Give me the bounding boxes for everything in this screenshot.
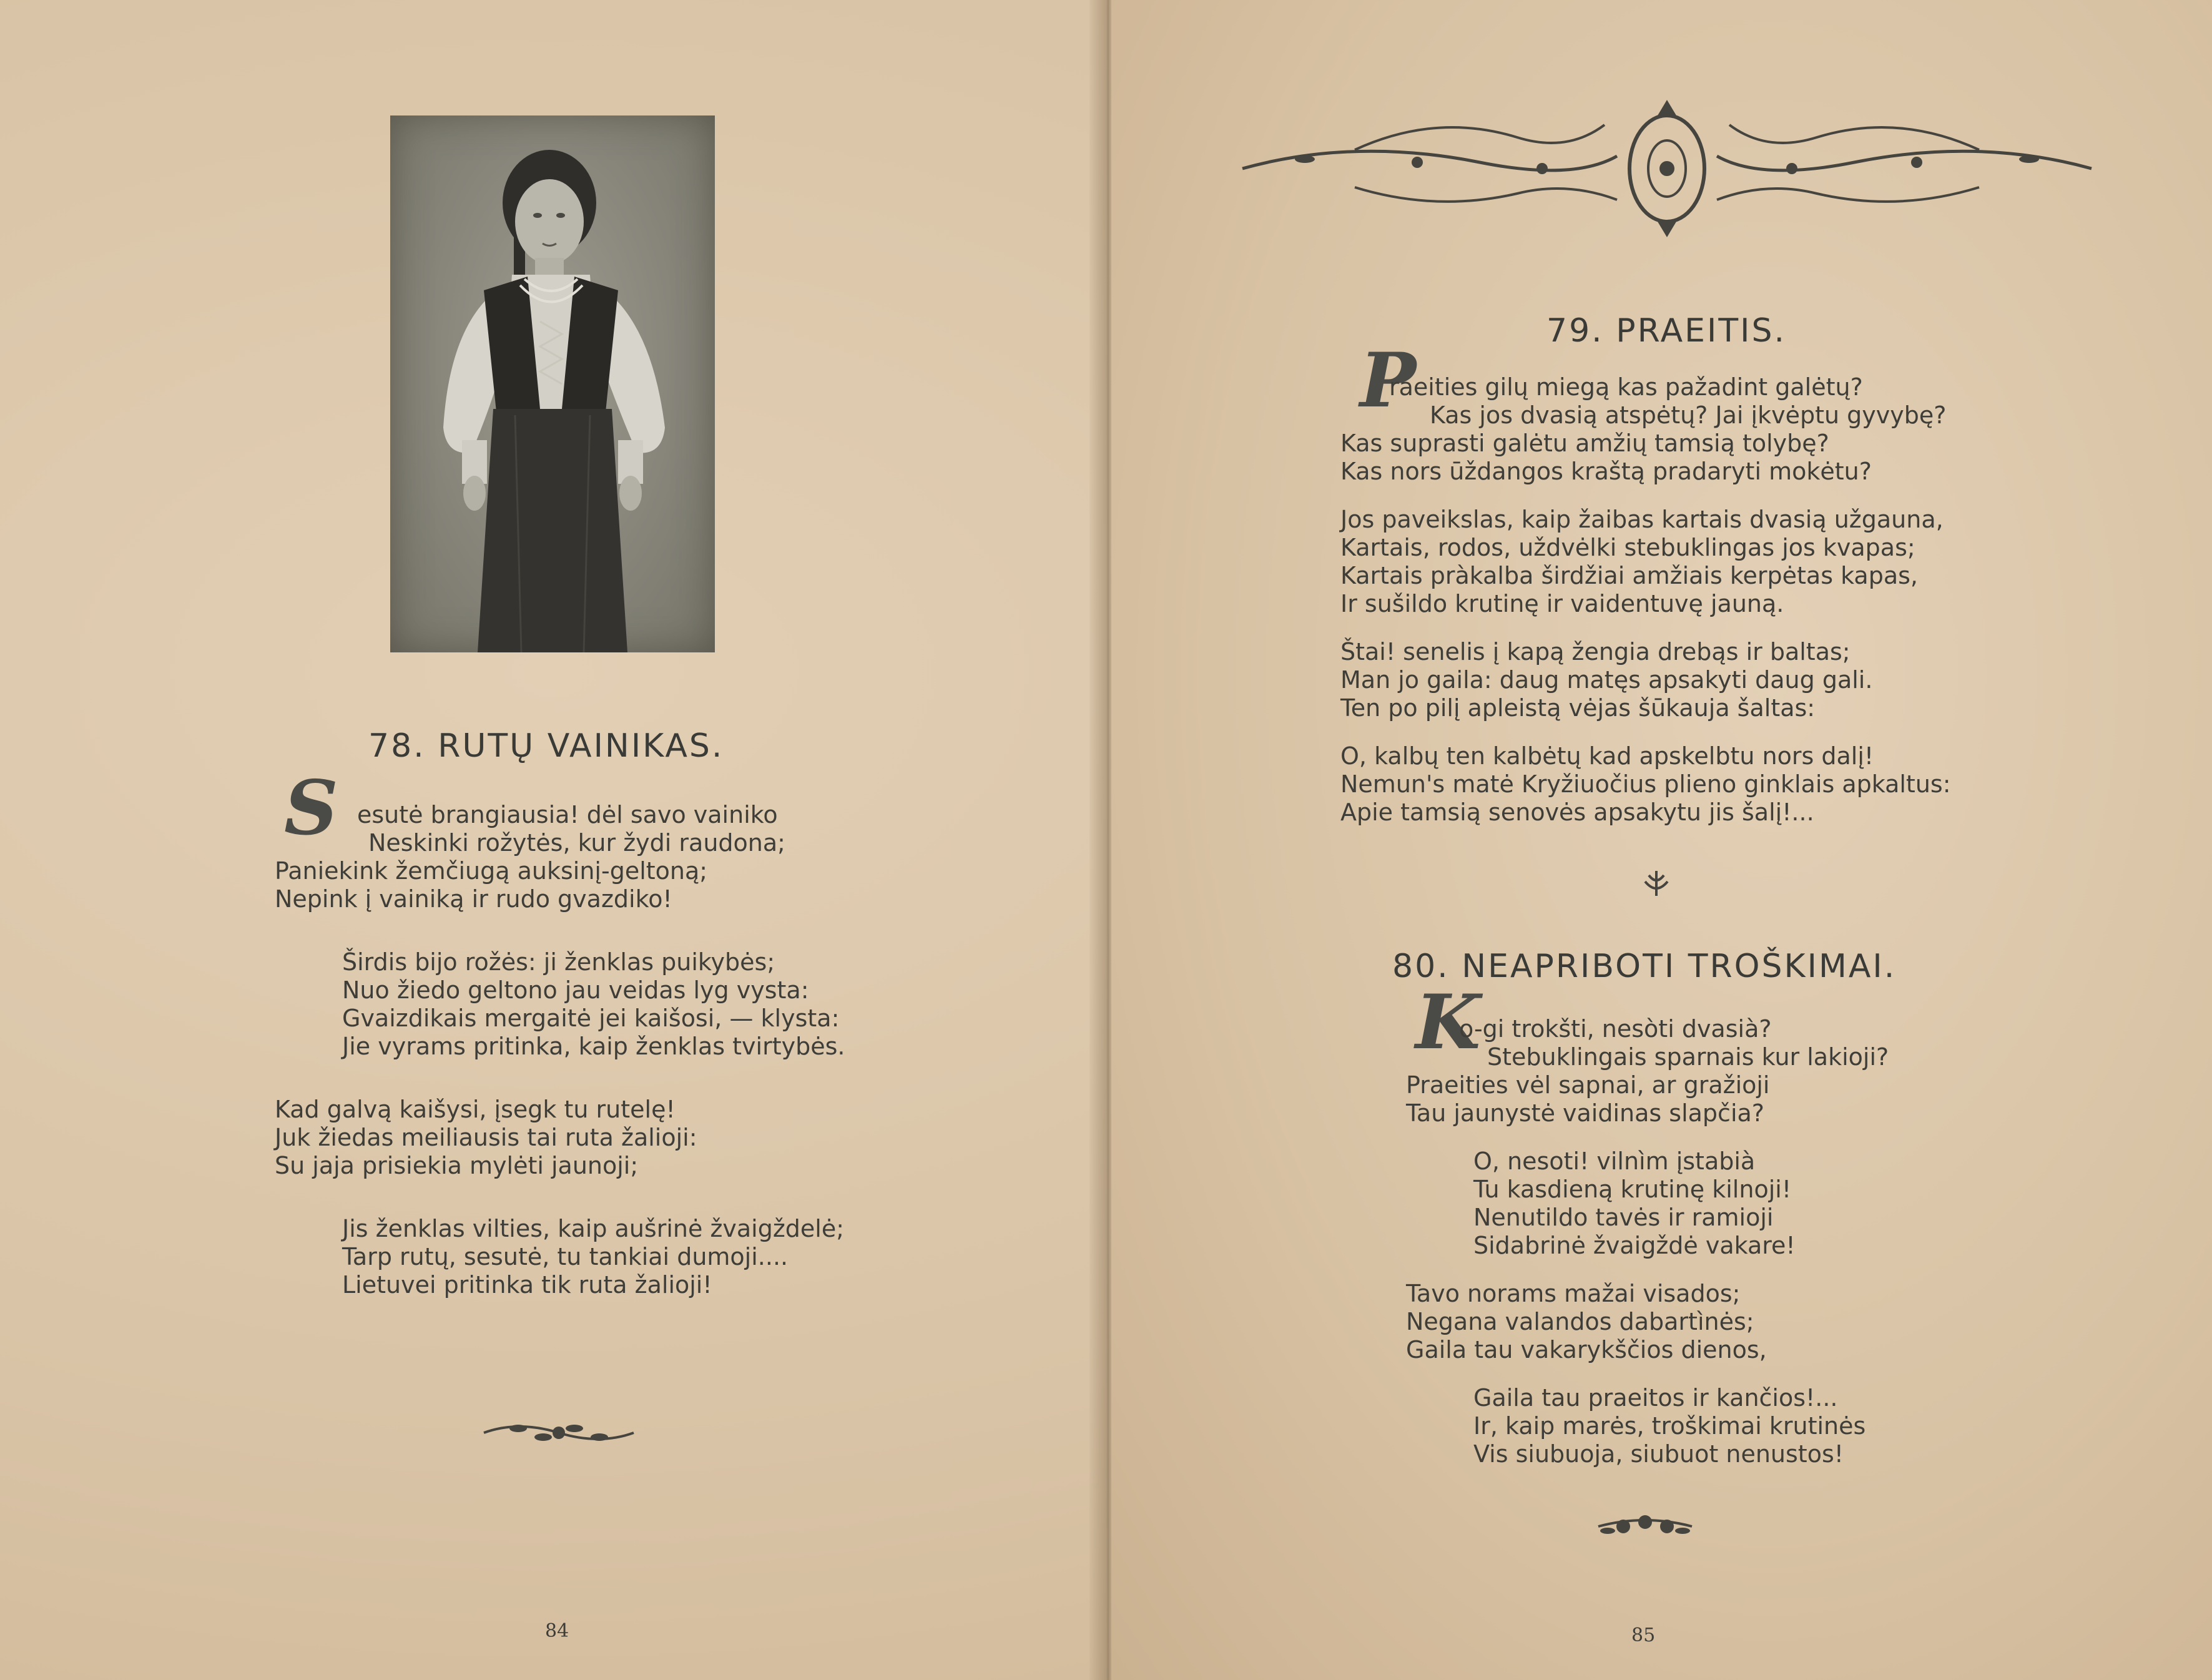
stanza xyxy=(275,1096,845,1180)
right-page xyxy=(1111,0,2212,1680)
stanza xyxy=(275,801,845,913)
verse-line: Jos paveikslas, kaip žaibas kartais dvasią užgauna, xyxy=(1340,506,1944,533)
stanza xyxy=(1340,742,1951,827)
left-page xyxy=(0,0,1099,1680)
verse-line: Širdis bijo rožės: ji ženklas puikybės; xyxy=(342,948,775,976)
verse-line: Sidabrinė žvaigždė vakare! xyxy=(1473,1232,1796,1259)
poem-79-title: 79. PRAEITIS. xyxy=(1546,312,1787,350)
stanza xyxy=(1340,373,1951,486)
verse-line: Ir sušildo krutinę ir vaidentuvę jauną. xyxy=(1340,590,1784,617)
verse-line: Nepink į vainiką ir rudo gvazdiko! xyxy=(275,885,672,913)
verse-line: Jie vyrams pritinka, kaip ženklas tvirtybės. xyxy=(342,1033,845,1060)
verse-line: O, kalbų ten kalbėtų kad apskelbtu nors dalį! xyxy=(1340,742,1874,770)
stanza xyxy=(275,948,845,1061)
verse-line: Kartais pràkalba širdžiai amžiais kerpėtas kapas, xyxy=(1340,562,1918,589)
portrait-illustration xyxy=(390,115,715,652)
header-scroll-ornament xyxy=(1230,87,2104,250)
stanza xyxy=(1340,638,1951,722)
verse-line: Tu kasdieną krutinę kilnoji! xyxy=(1473,1176,1792,1203)
verse-line: Man jo gaila: daug matęs apsakyti daug gali. xyxy=(1340,666,1873,694)
page-number: 84 xyxy=(545,1620,569,1642)
verse-line: Tavo norams mažai visados; xyxy=(1406,1280,1741,1307)
verse-line: Jis ženklas vilties, kaip aušrinė žvaigždelė; xyxy=(342,1215,845,1242)
verse-line: Su jaja prisiekia mylėti jaunoji; xyxy=(275,1152,639,1179)
portrait-photo xyxy=(390,115,715,652)
verse-line: Kas jos dvasią atspėtų? Jai įkvėptu gyvybę? xyxy=(1430,401,1947,429)
poem-79-body xyxy=(1340,373,1951,847)
small-fleuron-ornament xyxy=(1638,868,1675,899)
verse-line: Gaila tau praeitos ir kančios!... xyxy=(1473,1384,1838,1412)
poem-78-title: 78. RUTŲ VAINIKAS. xyxy=(368,727,724,765)
poem-78-body xyxy=(275,801,845,1319)
verse-line: raeities gilų miegą kas pažadint galėtų? xyxy=(1389,373,1863,401)
verse-line: Neskinki rožytės, kur žydi raudona; xyxy=(368,829,785,857)
stanza xyxy=(1406,1015,1889,1127)
verse-line: Nenutildo tavės ir ramioji xyxy=(1473,1204,1774,1231)
stanza xyxy=(1406,1384,1889,1468)
stanza xyxy=(1340,506,1951,618)
verse-line: o-gi trokšti, nesòti dvasià? xyxy=(1459,1015,1772,1043)
verse-line: Kad galvą kaišysi, įsegk tu rutelę! xyxy=(275,1096,676,1123)
floral-ornament xyxy=(1595,1511,1695,1542)
verse-line: Lietuvei pritinka tik ruta žalioji! xyxy=(342,1271,712,1299)
verse-line: Stebuklingais sparnais kur lakioji? xyxy=(1487,1043,1889,1071)
poem-80-body xyxy=(1406,1015,1889,1488)
verse-line: Gvaizdikais mergaitė jei kaišosi, — klysta: xyxy=(342,1005,840,1032)
verse-line: Gaila tau vakarykščios dienos, xyxy=(1406,1336,1767,1363)
stanza xyxy=(1406,1147,1889,1260)
verse-line: Paniekink žemčiugą auksinį-geltoną; xyxy=(275,857,708,885)
verse-line: Kas suprasti galėtu amžių tamsią tolybę? xyxy=(1340,430,1829,457)
verse-line: Negana valandos dabartìnės; xyxy=(1406,1308,1754,1335)
verse-line: esutė brangiausia! dėl savo vainiko xyxy=(357,801,778,828)
verse-line: Nemun's matė Kryžiuočius plieno ginklais apkaltus: xyxy=(1340,770,1951,798)
poem-79-dropcap: P xyxy=(1360,336,1417,425)
verse-line: Tarp rutų, sesutė, tu tankiai dumoji.... xyxy=(342,1243,789,1270)
verse-line: O, nesoti! vilnìm įstabià xyxy=(1473,1147,1756,1175)
poem-78-dropcap: S xyxy=(284,764,338,852)
verse-line: Kartais, rodos, uždvėlki stebuklingas jos kvapas; xyxy=(1340,534,1915,561)
verse-line: Štai! senelis į kapą žengia drebąs ir baltas; xyxy=(1340,638,1851,666)
verse-line: Tau jaunystė vaidinas slapčia? xyxy=(1406,1099,1764,1127)
vine-ornament xyxy=(481,1417,637,1448)
verse-line: Kas nors ūždangos kraštą pradaryti mokėtu? xyxy=(1340,458,1872,485)
verse-line: Ten po pilį apleistą vėjas šūkauja šaltas: xyxy=(1340,694,1816,722)
verse-line: Praeities vėl sapnai, ar gražioji xyxy=(1406,1071,1770,1099)
verse-line: Nuo žiedo geltono jau veidas lyg vysta: xyxy=(342,976,809,1004)
verse-line: Juk žiedas meiliausis tai ruta žalioji: xyxy=(275,1124,697,1151)
stanza xyxy=(275,1215,845,1299)
page-number: 85 xyxy=(1631,1624,1656,1646)
verse-line: Apie tamsią senovės apsakytu jis šalį!... xyxy=(1340,798,1814,826)
verse-line: Ir, kaip marės, troškimai krutinės xyxy=(1473,1412,1866,1440)
stanza xyxy=(1406,1280,1889,1364)
poem-80-title: 80. NEAPRIBOTI TROŠKIMAI. xyxy=(1392,948,1897,985)
poem-80-dropcap: K xyxy=(1415,978,1481,1066)
verse-line: Vis siubuoja, siubuot nenustos! xyxy=(1473,1440,1844,1468)
